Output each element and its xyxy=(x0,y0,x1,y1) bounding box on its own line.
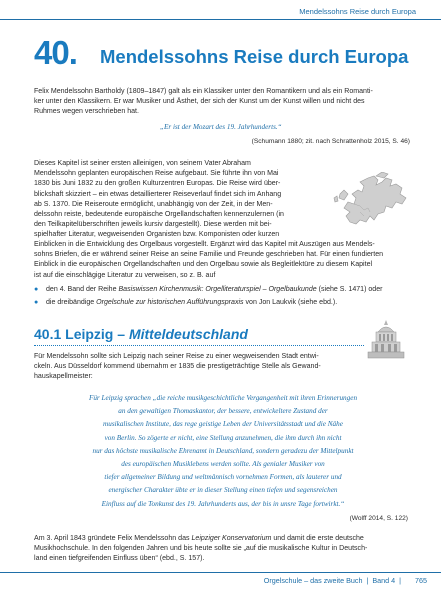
footer-book: Orgelschule – das zweite Buch | Band 4 | xyxy=(263,576,401,585)
bullet-item: ● den 4. Band der Reihe Basiswissen Kirchenmusik: Orgelliteraturspiel – Orgelbaukunde (siehe S. 1471) oder xyxy=(34,285,414,295)
intro-line: Ruhmes wegen verschrieben hat. xyxy=(34,108,139,116)
quote-mozart: „Er ist der Mozart des 19. Jahrhunderts.“ xyxy=(160,123,282,131)
bullet-icon: ● xyxy=(34,299,39,306)
bullet-icon: ● xyxy=(34,286,39,293)
quote-line: energischer Charakter übte er in dieser Stellung einen tiefen und segensreichen xyxy=(108,486,338,495)
body-line: ab S. 1370. Die Reiseroute ermöglicht, unabhängig von der Zeit, in der Men- xyxy=(34,200,273,208)
page-number: 765 xyxy=(415,576,427,585)
leipzig-quote xyxy=(38,392,408,528)
body-line: hauskapellmeister: xyxy=(34,373,93,381)
body-wide-paragraph xyxy=(34,240,383,281)
running-title: Mendelssohns Reise durch Europa xyxy=(299,7,416,16)
konservatorium-paragraph xyxy=(34,534,367,565)
quote-line: Für Leipzig sprachen „die reiche musikgeschichtliche Vergangenheit mit ihren Erinnerungen xyxy=(88,394,358,402)
intro-line: ker unter den Klassikern. Er war Musiker und Ästhet, der sich der Kunst um der Kunst willen und nicht des xyxy=(34,98,365,106)
body-line: ist auf die einschlägige Literatur zu verweisen, so z. B. auf xyxy=(34,271,216,279)
intro-line: Felix Mendelssohn Bartholdy (1809–1847) galt als ein Klassiker unter den Romantikern und als ein Romanti- xyxy=(34,88,373,95)
quote-line: Einfluss auf die Tonkunst des 19. Jahrhunderts aus, der bis in unsre Tage fortwirkt.“ xyxy=(101,499,345,508)
footer-rule xyxy=(0,572,441,573)
bullet-item: ● die dreibändige Orgelschule zur historischen Aufführungspraxis von Jon Laukvik (siehe ebd.). xyxy=(34,298,414,308)
body-line: delssohn reiste, bedeutende europäische Orgellandschaften kennenzulernen (in xyxy=(34,211,284,219)
body-line: Musikhochschule. In den folgenden Jahren und bis heute sollte sie „auf die musikalische Kultur in Deutsch- xyxy=(34,545,368,553)
quote-line: tiefer allgemeiner Bildung und weltmännisch vornehmen Formen, als lauterer und xyxy=(104,473,342,482)
section-heading: 40.1 Leipzig – Mitteldeutschland xyxy=(34,326,248,342)
body-line: spielhafter Literatur, wegweisenden Organisten bzw. Komponisten oder kurzen xyxy=(34,231,280,239)
body-line: Dieses Kapitel ist seiner ersten alleinigen, von seinem Vater Abraham xyxy=(34,160,251,167)
body-line: 1830 bis Juni 1832 zu den großen Kulturzentren Europas. Die Reise wird über- xyxy=(34,180,281,188)
chapter-number: 40. xyxy=(34,34,77,71)
body-line: blickshaft skizziert – ein etwas detaillierterer Reiseverlauf findet sich im Anhang xyxy=(34,190,282,198)
body-line: Einblick in die europäischen Orgellandschaften und den Orgelbau sowie als Begleitlektüre zu diesem Kapitel xyxy=(34,261,373,269)
quote-line: an den gewaltigen Thomaskantor, der bessere, entwickeltere Zustand der xyxy=(118,407,328,416)
body-line: Am 3. April 1843 gründete Felix Mendelssohn das Leipziger Konservatorium und damit die erste deutsche xyxy=(34,535,364,542)
quote-line: des europäischen Musiklebens werden sollte. Als genialer Musiker von xyxy=(121,460,325,469)
quote-line: musikalischen Institute, das rege geistige Leben der Universitätsstadt und die Nähe xyxy=(103,420,343,429)
body-line: Einblicken in die Entwicklung des Orgelbaus vorgestellt. Ergänzt wird das Kapitel mit Auszügen aus Mendels- xyxy=(34,241,375,248)
monument-icon xyxy=(364,318,408,362)
body-line: land einen tiefgreifenden Einfluss üben“ (ebd., S. 157). xyxy=(34,555,205,563)
quote-line: von Berlin. So zögerte er nicht, eine Stellung anzunehmen, die ihm durch ihn nicht xyxy=(104,433,342,442)
body-line: Mendelssohn geplanten europäischen Reise aufgebaut. Sie führte ihn von Mai xyxy=(34,170,279,178)
leipzig-paragraph xyxy=(34,352,321,383)
section-rule xyxy=(34,345,364,346)
body-line: sohns Briefen, die er während seiner Reise an seine Familie und Freunde geschrieben hat. Für einen fundierten xyxy=(34,251,384,259)
body-line: Für Mendelssohn sollte sich Leipzig nach seiner Reise zu einer wegweisenden Stadt entwi- xyxy=(34,353,319,360)
body-line: den Teilkapitelüberschriften jeweils kursiv dargestellt). Diese werden mit bei- xyxy=(34,221,272,229)
quote-mozart-source: (Schumann 1880; zit. nach Schrattenholz 2015, S. 46) xyxy=(251,138,410,145)
quote-line: nur das höchste musikalische Ehrenamt in Deutschland, sondern geradezu der Mittelpunkt xyxy=(92,446,354,455)
chapter-title: Mendelssohns Reise durch Europa xyxy=(100,46,409,67)
body-narrow-paragraph xyxy=(34,159,284,241)
leipzig-quote-source: (Wolff 2014, S. 122) xyxy=(349,515,408,522)
europe-map-icon xyxy=(330,172,410,232)
body-line: ckeln. Aus Düsseldorf kommend übernahm er 1835 die prestigeträchtige Stelle als Gewand- xyxy=(34,363,321,371)
intro-paragraph xyxy=(34,87,373,118)
